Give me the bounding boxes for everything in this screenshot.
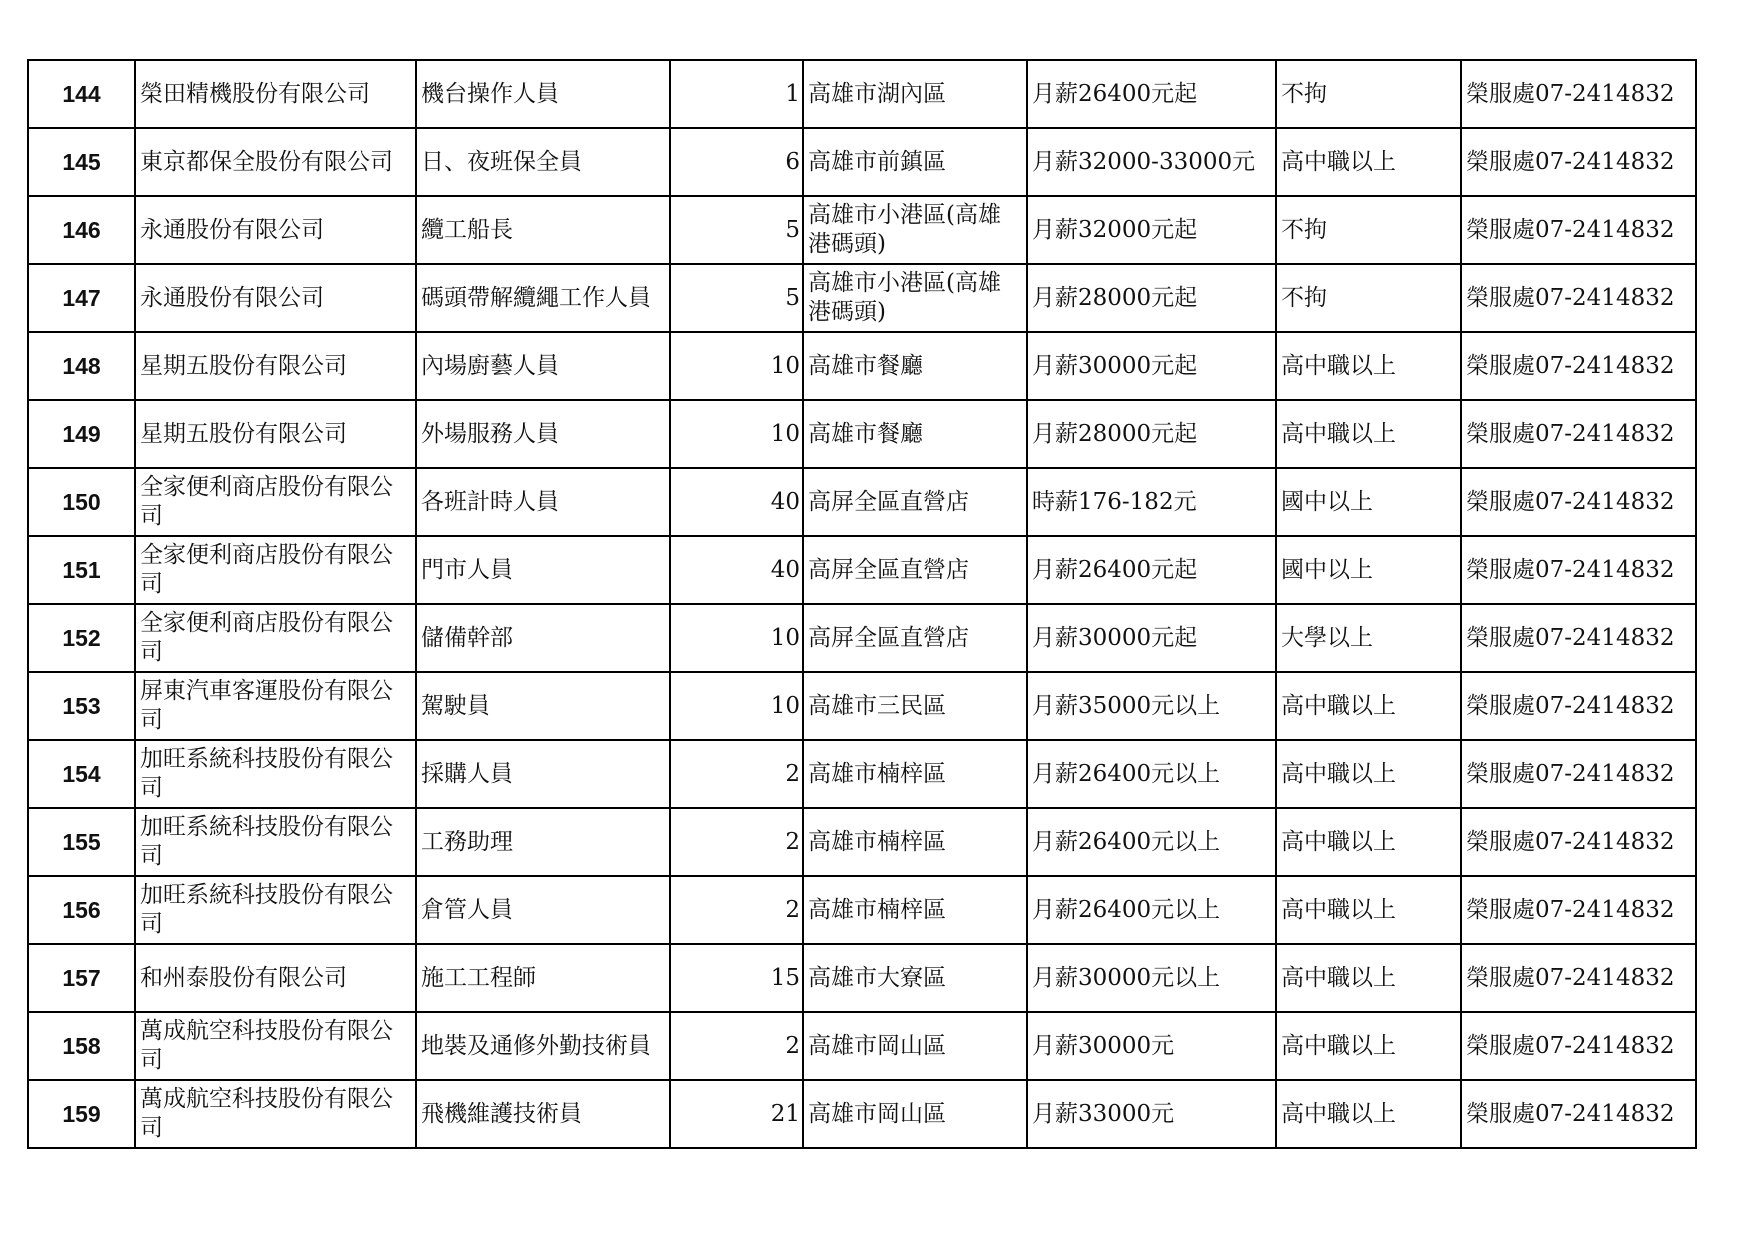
contact-info: 榮服處07-2414832: [1461, 808, 1696, 876]
salary: 月薪30000元以上: [1027, 944, 1276, 1012]
education-requirement: 高中職以上: [1276, 876, 1461, 944]
job-listing-table: [27, 59, 1697, 1149]
education-requirement: 高中職以上: [1276, 944, 1461, 1012]
contact-info: 榮服處07-2414832: [1461, 264, 1696, 332]
contact-info: 榮服處07-2414832: [1461, 604, 1696, 672]
openings-count: 1: [670, 60, 803, 128]
table-row: [28, 128, 1696, 196]
job-title: 採購人員: [416, 740, 670, 808]
work-location: 高雄市岡山區: [803, 1080, 1027, 1148]
education-requirement: 國中以上: [1276, 536, 1461, 604]
table-row: [28, 740, 1696, 808]
contact-info: 榮服處07-2414832: [1461, 1012, 1696, 1080]
job-title: 地裝及通修外勤技術員: [416, 1012, 670, 1080]
education-requirement: 不拘: [1276, 60, 1461, 128]
contact-info: 榮服處07-2414832: [1461, 740, 1696, 808]
work-location: 高雄市餐廳: [803, 400, 1027, 468]
contact-info: 榮服處07-2414832: [1461, 1080, 1696, 1148]
row-number: 159: [28, 1080, 135, 1148]
salary: 月薪30000元起: [1027, 604, 1276, 672]
work-location: 高屏全區直營店: [803, 468, 1027, 536]
education-requirement: 高中職以上: [1276, 128, 1461, 196]
row-number: 152: [28, 604, 135, 672]
education-requirement: 大學以上: [1276, 604, 1461, 672]
table-row: [28, 1080, 1696, 1148]
company-name: 全家便利商店股份有限公司: [135, 468, 416, 536]
openings-count: 2: [670, 876, 803, 944]
row-number: 149: [28, 400, 135, 468]
education-requirement: 高中職以上: [1276, 740, 1461, 808]
education-requirement: 高中職以上: [1276, 808, 1461, 876]
row-number: 144: [28, 60, 135, 128]
openings-count: 40: [670, 468, 803, 536]
table-row: [28, 400, 1696, 468]
table-row: [28, 1012, 1696, 1080]
salary: 月薪30000元起: [1027, 332, 1276, 400]
salary: 月薪26400元起: [1027, 60, 1276, 128]
company-name: 加旺系統科技股份有限公司: [135, 740, 416, 808]
education-requirement: 高中職以上: [1276, 672, 1461, 740]
company-name: 屏東汽車客運股份有限公司: [135, 672, 416, 740]
company-name: 全家便利商店股份有限公司: [135, 536, 416, 604]
table-row: [28, 264, 1696, 332]
row-number: 148: [28, 332, 135, 400]
openings-count: 40: [670, 536, 803, 604]
education-requirement: 不拘: [1276, 264, 1461, 332]
job-title: 外場服務人員: [416, 400, 670, 468]
contact-info: 榮服處07-2414832: [1461, 468, 1696, 536]
openings-count: 15: [670, 944, 803, 1012]
openings-count: 10: [670, 672, 803, 740]
work-location: 高雄市小港區(高雄港碼頭): [803, 264, 1027, 332]
openings-count: 2: [670, 740, 803, 808]
work-location: 高雄市楠梓區: [803, 876, 1027, 944]
table-row: [28, 876, 1696, 944]
company-name: 全家便利商店股份有限公司: [135, 604, 416, 672]
table-row: [28, 60, 1696, 128]
job-title: 工務助理: [416, 808, 670, 876]
job-title: 儲備幹部: [416, 604, 670, 672]
education-requirement: 國中以上: [1276, 468, 1461, 536]
row-number: 156: [28, 876, 135, 944]
salary: 月薪32000元起: [1027, 196, 1276, 264]
salary: 月薪26400元以上: [1027, 740, 1276, 808]
salary: 月薪28000元起: [1027, 400, 1276, 468]
salary: 月薪33000元: [1027, 1080, 1276, 1148]
job-title: 門市人員: [416, 536, 670, 604]
row-number: 154: [28, 740, 135, 808]
openings-count: 2: [670, 1012, 803, 1080]
openings-count: 5: [670, 196, 803, 264]
work-location: 高雄市楠梓區: [803, 808, 1027, 876]
table-row: [28, 944, 1696, 1012]
row-number: 151: [28, 536, 135, 604]
table-row: [28, 468, 1696, 536]
openings-count: 6: [670, 128, 803, 196]
openings-count: 10: [670, 332, 803, 400]
company-name: 星期五股份有限公司: [135, 332, 416, 400]
salary: 月薪26400元以上: [1027, 808, 1276, 876]
salary: 月薪28000元起: [1027, 264, 1276, 332]
contact-info: 榮服處07-2414832: [1461, 196, 1696, 264]
row-number: 147: [28, 264, 135, 332]
education-requirement: 不拘: [1276, 196, 1461, 264]
openings-count: 10: [670, 400, 803, 468]
company-name: 星期五股份有限公司: [135, 400, 416, 468]
job-title: 駕駛員: [416, 672, 670, 740]
job-title: 飛機維護技術員: [416, 1080, 670, 1148]
table-row: [28, 536, 1696, 604]
company-name: 加旺系統科技股份有限公司: [135, 876, 416, 944]
table-row: [28, 604, 1696, 672]
job-title: 機台操作人員: [416, 60, 670, 128]
company-name: 榮田精機股份有限公司: [135, 60, 416, 128]
contact-info: 榮服處07-2414832: [1461, 60, 1696, 128]
work-location: 高雄市岡山區: [803, 1012, 1027, 1080]
contact-info: 榮服處07-2414832: [1461, 944, 1696, 1012]
education-requirement: 高中職以上: [1276, 332, 1461, 400]
company-name: 萬成航空科技股份有限公司: [135, 1012, 416, 1080]
contact-info: 榮服處07-2414832: [1461, 128, 1696, 196]
salary: 月薪30000元: [1027, 1012, 1276, 1080]
job-title: 倉管人員: [416, 876, 670, 944]
company-name: 萬成航空科技股份有限公司: [135, 1080, 416, 1148]
table-row: [28, 332, 1696, 400]
education-requirement: 高中職以上: [1276, 1012, 1461, 1080]
company-name: 加旺系統科技股份有限公司: [135, 808, 416, 876]
contact-info: 榮服處07-2414832: [1461, 672, 1696, 740]
openings-count: 21: [670, 1080, 803, 1148]
company-name: 和州泰股份有限公司: [135, 944, 416, 1012]
salary: 時薪176-182元: [1027, 468, 1276, 536]
job-title: 各班計時人員: [416, 468, 670, 536]
table-row: [28, 196, 1696, 264]
contact-info: 榮服處07-2414832: [1461, 876, 1696, 944]
work-location: 高屏全區直營店: [803, 536, 1027, 604]
table-row: [28, 672, 1696, 740]
work-location: 高雄市三民區: [803, 672, 1027, 740]
education-requirement: 高中職以上: [1276, 400, 1461, 468]
job-title: 日、夜班保全員: [416, 128, 670, 196]
row-number: 158: [28, 1012, 135, 1080]
contact-info: 榮服處07-2414832: [1461, 332, 1696, 400]
job-title: 施工工程師: [416, 944, 670, 1012]
contact-info: 榮服處07-2414832: [1461, 400, 1696, 468]
salary: 月薪26400元以上: [1027, 876, 1276, 944]
row-number: 155: [28, 808, 135, 876]
work-location: 高雄市楠梓區: [803, 740, 1027, 808]
table-row: [28, 808, 1696, 876]
salary: 月薪26400元起: [1027, 536, 1276, 604]
work-location: 高雄市前鎮區: [803, 128, 1027, 196]
openings-count: 10: [670, 604, 803, 672]
work-location: 高雄市小港區(高雄港碼頭): [803, 196, 1027, 264]
work-location: 高雄市大寮區: [803, 944, 1027, 1012]
contact-info: 榮服處07-2414832: [1461, 536, 1696, 604]
company-name: 東京都保全股份有限公司: [135, 128, 416, 196]
job-title: 內場廚藝人員: [416, 332, 670, 400]
job-listing-rows: [28, 60, 1696, 1148]
row-number: 146: [28, 196, 135, 264]
work-location: 高雄市餐廳: [803, 332, 1027, 400]
row-number: 150: [28, 468, 135, 536]
salary: 月薪32000-33000元: [1027, 128, 1276, 196]
job-title: 纜工船長: [416, 196, 670, 264]
openings-count: 5: [670, 264, 803, 332]
work-location: 高雄市湖內區: [803, 60, 1027, 128]
row-number: 145: [28, 128, 135, 196]
education-requirement: 高中職以上: [1276, 1080, 1461, 1148]
job-title: 碼頭帶解纜繩工作人員: [416, 264, 670, 332]
row-number: 157: [28, 944, 135, 1012]
company-name: 永通股份有限公司: [135, 264, 416, 332]
openings-count: 2: [670, 808, 803, 876]
salary: 月薪35000元以上: [1027, 672, 1276, 740]
work-location: 高屏全區直營店: [803, 604, 1027, 672]
company-name: 永通股份有限公司: [135, 196, 416, 264]
row-number: 153: [28, 672, 135, 740]
